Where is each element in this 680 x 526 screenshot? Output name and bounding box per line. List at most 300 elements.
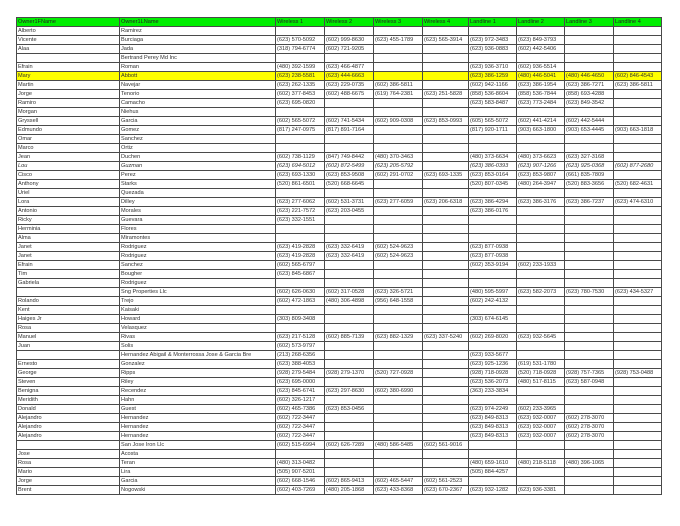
- cell-landline-4[interactable]: [614, 333, 662, 342]
- cell-wireless-1[interactable]: (602) 722-3447: [276, 423, 325, 432]
- cell-wireless-3[interactable]: (602) 291-0702: [374, 171, 423, 180]
- cell-landline-4[interactable]: [614, 243, 662, 252]
- cell-wireless-2[interactable]: [325, 216, 374, 225]
- cell-landline-1[interactable]: [469, 441, 517, 450]
- cell-wireless-3[interactable]: [374, 378, 423, 387]
- cell-landline-2[interactable]: (602) 936-5514: [517, 63, 565, 72]
- cell-wireless-2[interactable]: (480) 306-4898: [325, 297, 374, 306]
- cell-landline-2[interactable]: [517, 27, 565, 36]
- cell-landline-1[interactable]: (623) 386-4294: [469, 198, 517, 207]
- cell-owner-first-name[interactable]: Rosa: [17, 459, 120, 468]
- cell-wireless-1[interactable]: (480) 392-1599: [276, 63, 325, 72]
- cell-wireless-2[interactable]: [325, 315, 374, 324]
- cell-owner-last-name[interactable]: Tenorio: [120, 90, 276, 99]
- cell-landline-2[interactable]: (623) 932-5645: [517, 333, 565, 342]
- cell-wireless-2[interactable]: [325, 459, 374, 468]
- cell-wireless-4[interactable]: [423, 54, 469, 63]
- cell-owner-first-name[interactable]: Alma: [17, 234, 120, 243]
- cell-landline-2[interactable]: [517, 306, 565, 315]
- cell-landline-3[interactable]: [565, 234, 614, 243]
- cell-landline-2[interactable]: [517, 387, 565, 396]
- col-header-wireless-2[interactable]: Wireless 2: [325, 18, 374, 27]
- cell-wireless-2[interactable]: (623) 853-9508: [325, 171, 374, 180]
- cell-wireless-1[interactable]: (602) 722-3447: [276, 414, 325, 423]
- cell-landline-1[interactable]: (623) 849-8313: [469, 432, 517, 441]
- cell-wireless-3[interactable]: [374, 414, 423, 423]
- cell-landline-2[interactable]: [517, 135, 565, 144]
- cell-landline-1[interactable]: [469, 342, 517, 351]
- cell-wireless-2[interactable]: [325, 342, 374, 351]
- cell-wireless-1[interactable]: (602) 472-1863: [276, 297, 325, 306]
- cell-wireless-3[interactable]: (480) 370-3463: [374, 153, 423, 162]
- cell-wireless-3[interactable]: [374, 99, 423, 108]
- cell-owner-last-name[interactable]: Garcia: [120, 117, 276, 126]
- cell-owner-first-name[interactable]: [17, 288, 120, 297]
- cell-owner-last-name[interactable]: Solis: [120, 342, 276, 351]
- cell-wireless-1[interactable]: (602) 403-7269: [276, 486, 325, 495]
- cell-landline-3[interactable]: [565, 477, 614, 486]
- cell-wireless-3[interactable]: [374, 72, 423, 81]
- cell-landline-1[interactable]: (623) 386-0176: [469, 207, 517, 216]
- col-header-owner-last-name[interactable]: Owner1LName: [120, 18, 276, 27]
- cell-landline-3[interactable]: [565, 468, 614, 477]
- cell-wireless-2[interactable]: [325, 351, 374, 360]
- cell-landline-4[interactable]: [614, 396, 662, 405]
- cell-wireless-1[interactable]: (602) 573-9797: [276, 342, 325, 351]
- cell-landline-3[interactable]: [565, 360, 614, 369]
- cell-landline-3[interactable]: [565, 207, 614, 216]
- cell-wireless-1[interactable]: (623) 695-0820: [276, 99, 325, 108]
- cell-landline-1[interactable]: (303) 674-6145: [469, 315, 517, 324]
- cell-wireless-2[interactable]: [325, 360, 374, 369]
- cell-wireless-3[interactable]: [374, 45, 423, 54]
- cell-wireless-3[interactable]: (623) 433-8368: [374, 486, 423, 495]
- cell-wireless-4[interactable]: [423, 72, 469, 81]
- cell-owner-last-name[interactable]: Howard: [120, 315, 276, 324]
- cell-landline-2[interactable]: (480) 446-5041: [517, 72, 565, 81]
- cell-wireless-1[interactable]: (623) 570-5092: [276, 36, 325, 45]
- cell-wireless-3[interactable]: [374, 63, 423, 72]
- cell-wireless-2[interactable]: [325, 468, 374, 477]
- cell-wireless-1[interactable]: (623) 221-7572: [276, 207, 325, 216]
- cell-landline-1[interactable]: (623) 972-3483: [469, 36, 517, 45]
- cell-wireless-1[interactable]: (602) 515-6994: [276, 441, 325, 450]
- cell-landline-2[interactable]: (602) 442-5406: [517, 45, 565, 54]
- cell-landline-2[interactable]: [517, 279, 565, 288]
- cell-owner-first-name[interactable]: Gabriela: [17, 279, 120, 288]
- cell-owner-first-name[interactable]: [17, 54, 120, 63]
- cell-landline-1[interactable]: (480) 659-1610: [469, 459, 517, 468]
- cell-owner-first-name[interactable]: Anthony: [17, 180, 120, 189]
- cell-landline-3[interactable]: [565, 441, 614, 450]
- cell-wireless-2[interactable]: [325, 324, 374, 333]
- cell-wireless-2[interactable]: (602) 626-7289: [325, 441, 374, 450]
- cell-wireless-1[interactable]: (602) 565-6797: [276, 261, 325, 270]
- cell-landline-4[interactable]: [614, 135, 662, 144]
- cell-owner-first-name[interactable]: Ramiro: [17, 99, 120, 108]
- cell-owner-first-name[interactable]: Uriel: [17, 189, 120, 198]
- cell-wireless-4[interactable]: [423, 126, 469, 135]
- cell-wireless-4[interactable]: (623) 853-0993: [423, 117, 469, 126]
- cell-wireless-3[interactable]: (602) 524-9623: [374, 252, 423, 261]
- cell-landline-4[interactable]: [614, 99, 662, 108]
- cell-owner-last-name[interactable]: Navejar: [120, 81, 276, 90]
- cell-landline-3[interactable]: [565, 144, 614, 153]
- cell-wireless-2[interactable]: [325, 27, 374, 36]
- cell-wireless-3[interactable]: [374, 270, 423, 279]
- cell-landline-1[interactable]: (623) 936-0883: [469, 45, 517, 54]
- cell-owner-last-name[interactable]: Rodriguez: [120, 252, 276, 261]
- cell-wireless-2[interactable]: [325, 261, 374, 270]
- cell-landline-1[interactable]: [469, 279, 517, 288]
- cell-landline-4[interactable]: (623) 474-6310: [614, 198, 662, 207]
- cell-landline-2[interactable]: (623) 386-3176: [517, 198, 565, 207]
- cell-wireless-3[interactable]: [374, 27, 423, 36]
- cell-wireless-3[interactable]: [374, 351, 423, 360]
- cell-wireless-1[interactable]: (623) 419-2828: [276, 243, 325, 252]
- cell-owner-first-name[interactable]: Janet: [17, 252, 120, 261]
- cell-landline-2[interactable]: [517, 468, 565, 477]
- cell-wireless-1[interactable]: (623) 419-2828: [276, 252, 325, 261]
- cell-landline-3[interactable]: (623) 587-0948: [565, 378, 614, 387]
- cell-owner-first-name[interactable]: Edmundo: [17, 126, 120, 135]
- cell-wireless-1[interactable]: (623) 332-1551: [276, 216, 325, 225]
- cell-wireless-2[interactable]: [325, 279, 374, 288]
- cell-landline-3[interactable]: (602) 278-3070: [565, 432, 614, 441]
- cell-owner-last-name[interactable]: Dilley: [120, 198, 276, 207]
- cell-owner-last-name[interactable]: Velasquez: [120, 324, 276, 333]
- cell-owner-last-name[interactable]: Guzman: [120, 162, 276, 171]
- cell-wireless-4[interactable]: [423, 252, 469, 261]
- cell-landline-2[interactable]: (480) 517-8115: [517, 378, 565, 387]
- cell-owner-last-name[interactable]: Hernandez: [120, 423, 276, 432]
- cell-wireless-2[interactable]: [325, 234, 374, 243]
- cell-landline-3[interactable]: (858) 693-4288: [565, 90, 614, 99]
- cell-landline-2[interactable]: (480) 264-3947: [517, 180, 565, 189]
- cell-wireless-4[interactable]: [423, 378, 469, 387]
- cell-owner-last-name[interactable]: San Jose Iron Llc: [120, 441, 276, 450]
- cell-wireless-4[interactable]: (623) 251-5828: [423, 90, 469, 99]
- cell-landline-4[interactable]: [614, 189, 662, 198]
- cell-owner-last-name[interactable]: Rodriguez: [120, 279, 276, 288]
- cell-landline-2[interactable]: (480) 218-5118: [517, 459, 565, 468]
- cell-wireless-1[interactable]: (623) 238-5581: [276, 72, 325, 81]
- cell-landline-1[interactable]: (623) 877-0938: [469, 252, 517, 261]
- cell-wireless-2[interactable]: (602) 865-9413: [325, 477, 374, 486]
- cell-owner-last-name[interactable]: Quezada: [120, 189, 276, 198]
- cell-wireless-2[interactable]: [325, 99, 374, 108]
- cell-landline-3[interactable]: [565, 54, 614, 63]
- cell-landline-2[interactable]: (520) 718-0928: [517, 369, 565, 378]
- cell-wireless-2[interactable]: [325, 423, 374, 432]
- cell-landline-4[interactable]: [614, 468, 662, 477]
- cell-owner-first-name[interactable]: Manuel: [17, 333, 120, 342]
- cell-landline-4[interactable]: (602) 846-4543: [614, 72, 662, 81]
- cell-wireless-4[interactable]: [423, 360, 469, 369]
- cell-owner-first-name[interactable]: Alejandro: [17, 432, 120, 441]
- cell-landline-1[interactable]: (623) 536-2073: [469, 378, 517, 387]
- cell-owner-last-name[interactable]: Lira: [120, 468, 276, 477]
- cell-wireless-4[interactable]: (623) 670-2367: [423, 486, 469, 495]
- cell-owner-first-name[interactable]: Antonio: [17, 207, 120, 216]
- cell-wireless-2[interactable]: (623) 466-4877: [325, 63, 374, 72]
- cell-landline-1[interactable]: [469, 54, 517, 63]
- cell-owner-first-name[interactable]: Donald: [17, 405, 120, 414]
- cell-landline-4[interactable]: (623) 434-5327: [614, 288, 662, 297]
- cell-owner-first-name[interactable]: Janet: [17, 243, 120, 252]
- cell-landline-1[interactable]: (623) 936-3710: [469, 63, 517, 72]
- cell-landline-1[interactable]: (623) 925-1236: [469, 360, 517, 369]
- cell-owner-first-name[interactable]: Haiges Jr: [17, 315, 120, 324]
- cell-landline-3[interactable]: (928) 757-7365: [565, 369, 614, 378]
- cell-wireless-3[interactable]: [374, 342, 423, 351]
- col-header-wireless-1[interactable]: Wireless 1: [276, 18, 325, 27]
- cell-landline-1[interactable]: (928) 718-0928: [469, 369, 517, 378]
- cell-owner-first-name[interactable]: Alejandro: [17, 414, 120, 423]
- cell-wireless-4[interactable]: [423, 468, 469, 477]
- cell-owner-last-name[interactable]: Sanchez: [120, 135, 276, 144]
- cell-wireless-2[interactable]: [325, 144, 374, 153]
- cell-landline-1[interactable]: [469, 477, 517, 486]
- cell-owner-first-name[interactable]: Brent: [17, 486, 120, 495]
- cell-wireless-4[interactable]: [423, 450, 469, 459]
- cell-wireless-1[interactable]: (480) 313-0482: [276, 459, 325, 468]
- cell-owner-last-name[interactable]: Hahn: [120, 396, 276, 405]
- cell-owner-first-name[interactable]: Lora: [17, 198, 120, 207]
- cell-landline-3[interactable]: [565, 261, 614, 270]
- cell-wireless-3[interactable]: [374, 432, 423, 441]
- cell-owner-last-name[interactable]: Ortiz: [120, 144, 276, 153]
- cell-wireless-2[interactable]: [325, 270, 374, 279]
- cell-wireless-1[interactable]: [276, 135, 325, 144]
- cell-landline-3[interactable]: [565, 45, 614, 54]
- cell-landline-2[interactable]: (602) 441-4214: [517, 117, 565, 126]
- cell-wireless-2[interactable]: (817) 891-7164: [325, 126, 374, 135]
- cell-owner-first-name[interactable]: Gryssell: [17, 117, 120, 126]
- cell-wireless-2[interactable]: [325, 54, 374, 63]
- cell-landline-1[interactable]: (602) 269-8020: [469, 333, 517, 342]
- cell-landline-1[interactable]: [469, 189, 517, 198]
- cell-landline-1[interactable]: [469, 234, 517, 243]
- cell-wireless-3[interactable]: [374, 207, 423, 216]
- cell-wireless-1[interactable]: (623) 845-6867: [276, 270, 325, 279]
- cell-owner-last-name[interactable]: Trejo: [120, 297, 276, 306]
- cell-landline-2[interactable]: [517, 450, 565, 459]
- cell-wireless-2[interactable]: (623) 332-6419: [325, 252, 374, 261]
- cell-landline-1[interactable]: (623) 583-8487: [469, 99, 517, 108]
- cell-wireless-1[interactable]: (602) 377-8453: [276, 90, 325, 99]
- cell-wireless-3[interactable]: (956) 648-1558: [374, 297, 423, 306]
- cell-landline-4[interactable]: [614, 432, 662, 441]
- cell-wireless-1[interactable]: [276, 450, 325, 459]
- cell-owner-first-name[interactable]: Marco: [17, 144, 120, 153]
- cell-landline-4[interactable]: [614, 108, 662, 117]
- cell-landline-2[interactable]: [517, 396, 565, 405]
- cell-landline-3[interactable]: (602) 278-3070: [565, 423, 614, 432]
- cell-landline-3[interactable]: (602) 278-3070: [565, 414, 614, 423]
- cell-landline-3[interactable]: [565, 225, 614, 234]
- cell-landline-3[interactable]: (623) 327-3168: [565, 153, 614, 162]
- cell-wireless-3[interactable]: (602) 524-9623: [374, 243, 423, 252]
- cell-wireless-3[interactable]: (602) 465-5447: [374, 477, 423, 486]
- cell-owner-first-name[interactable]: Kent: [17, 306, 120, 315]
- cell-wireless-3[interactable]: (619) 764-2381: [374, 90, 423, 99]
- cell-wireless-3[interactable]: [374, 459, 423, 468]
- cell-landline-3[interactable]: (623) 386-7237: [565, 198, 614, 207]
- cell-landline-4[interactable]: [614, 315, 662, 324]
- cell-wireless-1[interactable]: (623) 694-5012: [276, 162, 325, 171]
- cell-wireless-4[interactable]: [423, 342, 469, 351]
- cell-landline-1[interactable]: [469, 108, 517, 117]
- cell-wireless-1[interactable]: (602) 626-0630: [276, 288, 325, 297]
- cell-wireless-1[interactable]: (318) 794-6774: [276, 45, 325, 54]
- cell-landline-4[interactable]: [614, 117, 662, 126]
- cell-wireless-3[interactable]: (602) 386-5811: [374, 81, 423, 90]
- cell-wireless-2[interactable]: (602) 872-5499: [325, 162, 374, 171]
- cell-owner-last-name[interactable]: Guevara: [120, 216, 276, 225]
- cell-landline-3[interactable]: [565, 396, 614, 405]
- cell-wireless-3[interactable]: (623) 882-1329: [374, 333, 423, 342]
- cell-wireless-4[interactable]: [423, 297, 469, 306]
- cell-landline-1[interactable]: [469, 135, 517, 144]
- cell-wireless-4[interactable]: (623) 337-5240: [423, 333, 469, 342]
- cell-landline-1[interactable]: (480) 373-6634: [469, 153, 517, 162]
- cell-owner-first-name[interactable]: Martin: [17, 81, 120, 90]
- cell-landline-4[interactable]: [614, 153, 662, 162]
- cell-landline-4[interactable]: [614, 351, 662, 360]
- cell-owner-last-name[interactable]: Duchen: [120, 153, 276, 162]
- cell-wireless-3[interactable]: (623) 205-5792: [374, 162, 423, 171]
- cell-wireless-4[interactable]: [423, 81, 469, 90]
- cell-wireless-1[interactable]: [276, 108, 325, 117]
- cell-landline-3[interactable]: [565, 450, 614, 459]
- cell-owner-first-name[interactable]: Vicente: [17, 36, 120, 45]
- cell-wireless-1[interactable]: (817) 247-0975: [276, 126, 325, 135]
- cell-wireless-2[interactable]: [325, 189, 374, 198]
- cell-landline-4[interactable]: [614, 45, 662, 54]
- cell-wireless-2[interactable]: (602) 488-6675: [325, 90, 374, 99]
- cell-landline-1[interactable]: (623) 386-0393: [469, 162, 517, 171]
- cell-landline-1[interactable]: [469, 225, 517, 234]
- cell-wireless-4[interactable]: [423, 108, 469, 117]
- cell-landline-3[interactable]: [565, 216, 614, 225]
- cell-owner-first-name[interactable]: Efrain: [17, 63, 120, 72]
- cell-wireless-1[interactable]: (602) 326-1217: [276, 396, 325, 405]
- cell-wireless-2[interactable]: [325, 378, 374, 387]
- cell-landline-2[interactable]: (623) 849-3793: [517, 36, 565, 45]
- cell-owner-last-name[interactable]: Guest: [120, 405, 276, 414]
- cell-wireless-3[interactable]: [374, 234, 423, 243]
- col-header-owner-first-name[interactable]: Owner1FName: [17, 18, 120, 27]
- cell-landline-1[interactable]: (623) 849-8313: [469, 423, 517, 432]
- cell-wireless-1[interactable]: (623) 388-4053: [276, 360, 325, 369]
- cell-landline-1[interactable]: (623) 853-0164: [469, 171, 517, 180]
- cell-landline-1[interactable]: (623) 849-8313: [469, 414, 517, 423]
- cell-landline-1[interactable]: [469, 396, 517, 405]
- cell-wireless-4[interactable]: (623) 565-3914: [423, 36, 469, 45]
- cell-wireless-1[interactable]: (623) 693-1330: [276, 171, 325, 180]
- cell-wireless-1[interactable]: (623) 277-6062: [276, 198, 325, 207]
- cell-owner-last-name[interactable]: Sng Properties Llc: [120, 288, 276, 297]
- cell-landline-2[interactable]: (480) 373-6623: [517, 153, 565, 162]
- cell-landline-1[interactable]: [469, 306, 517, 315]
- cell-owner-first-name[interactable]: Morgan: [17, 108, 120, 117]
- cell-wireless-4[interactable]: [423, 243, 469, 252]
- cell-landline-2[interactable]: [517, 216, 565, 225]
- cell-landline-4[interactable]: [614, 252, 662, 261]
- cell-landline-4[interactable]: [614, 261, 662, 270]
- cell-owner-last-name[interactable]: Niehus: [120, 108, 276, 117]
- cell-wireless-3[interactable]: [374, 306, 423, 315]
- cell-wireless-1[interactable]: (623) 695-0000: [276, 378, 325, 387]
- cell-wireless-4[interactable]: [423, 315, 469, 324]
- cell-owner-first-name[interactable]: Jorge: [17, 90, 120, 99]
- cell-landline-1[interactable]: (623) 386-1259: [469, 72, 517, 81]
- cell-wireless-3[interactable]: (623) 455-1789: [374, 36, 423, 45]
- cell-wireless-3[interactable]: (602) 909-0308: [374, 117, 423, 126]
- cell-landline-1[interactable]: (480) 595-5997: [469, 288, 517, 297]
- cell-landline-4[interactable]: [614, 459, 662, 468]
- cell-wireless-3[interactable]: [374, 135, 423, 144]
- cell-owner-last-name[interactable]: Sanchez: [120, 261, 276, 270]
- cell-wireless-4[interactable]: [423, 144, 469, 153]
- cell-wireless-2[interactable]: (480) 205-1868: [325, 486, 374, 495]
- cell-owner-first-name[interactable]: Alberto: [17, 27, 120, 36]
- cell-wireless-2[interactable]: (623) 229-0735: [325, 81, 374, 90]
- cell-landline-4[interactable]: [614, 378, 662, 387]
- cell-landline-1[interactable]: (520) 807-0345: [469, 180, 517, 189]
- cell-landline-4[interactable]: [614, 342, 662, 351]
- cell-wireless-3[interactable]: [374, 108, 423, 117]
- cell-wireless-4[interactable]: [423, 207, 469, 216]
- cell-wireless-1[interactable]: (303) 809-3408: [276, 315, 325, 324]
- cell-landline-4[interactable]: [614, 414, 662, 423]
- cell-landline-1[interactable]: (505) 884-4257: [469, 468, 517, 477]
- cell-wireless-1[interactable]: [276, 306, 325, 315]
- cell-wireless-1[interactable]: (623) 845-6741: [276, 387, 325, 396]
- cell-wireless-1[interactable]: (623) 217-5128: [276, 333, 325, 342]
- cell-landline-1[interactable]: [469, 144, 517, 153]
- cell-wireless-3[interactable]: [374, 144, 423, 153]
- cell-landline-4[interactable]: [614, 441, 662, 450]
- cell-landline-4[interactable]: [614, 171, 662, 180]
- col-header-wireless-4[interactable]: Wireless 4: [423, 18, 469, 27]
- cell-landline-1[interactable]: (602) 942-1166: [469, 81, 517, 90]
- cell-wireless-2[interactable]: [325, 432, 374, 441]
- cell-wireless-4[interactable]: [423, 261, 469, 270]
- cell-owner-first-name[interactable]: Jose: [17, 450, 120, 459]
- cell-owner-first-name[interactable]: Benigna: [17, 387, 120, 396]
- cell-owner-first-name[interactable]: Mario: [17, 468, 120, 477]
- cell-owner-last-name[interactable]: Hernandez: [120, 432, 276, 441]
- col-header-wireless-3[interactable]: Wireless 3: [374, 18, 423, 27]
- cell-landline-2[interactable]: (619) 531-1780: [517, 360, 565, 369]
- cell-landline-2[interactable]: (623) 907-1266: [517, 162, 565, 171]
- cell-wireless-4[interactable]: [423, 288, 469, 297]
- cell-owner-first-name[interactable]: Alejandro: [17, 423, 120, 432]
- cell-wireless-1[interactable]: (520) 861-6501: [276, 180, 325, 189]
- cell-landline-3[interactable]: (520) 883-3656: [565, 180, 614, 189]
- cell-landline-1[interactable]: (602) 353-9194: [469, 261, 517, 270]
- cell-wireless-4[interactable]: [423, 423, 469, 432]
- cell-owner-last-name[interactable]: Rodriguez: [120, 243, 276, 252]
- cell-landline-1[interactable]: [469, 216, 517, 225]
- cell-landline-4[interactable]: (520) 682-4631: [614, 180, 662, 189]
- cell-landline-2[interactable]: [517, 477, 565, 486]
- cell-wireless-3[interactable]: [374, 423, 423, 432]
- cell-owner-first-name[interactable]: Omar: [17, 135, 120, 144]
- cell-landline-4[interactable]: [614, 486, 662, 495]
